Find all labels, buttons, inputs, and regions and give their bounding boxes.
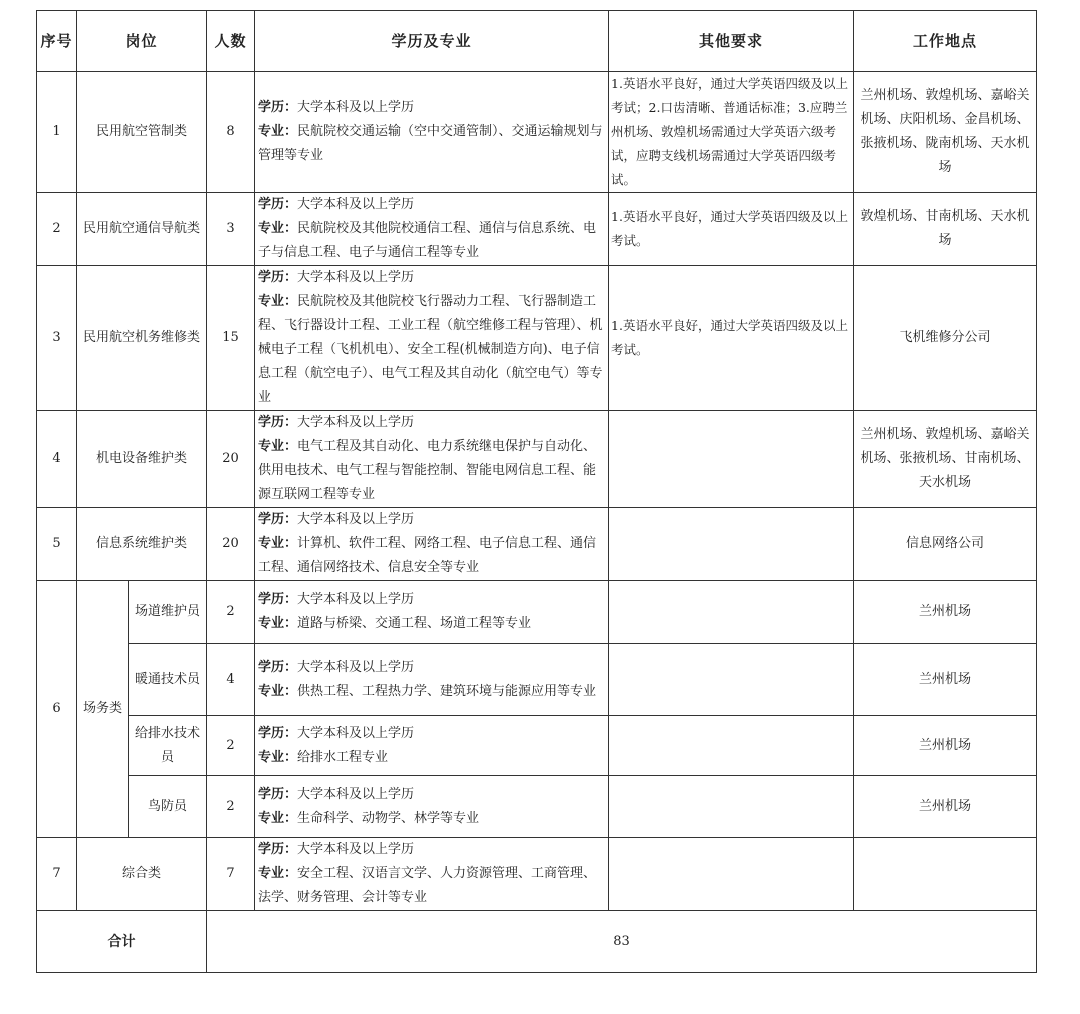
row-edu — [255, 716, 609, 776]
row-location: 飞机维修分公司 — [854, 266, 1037, 411]
major-value: 供热工程、工程热力学、建筑环境与能源应用等专业 — [297, 683, 597, 699]
table-row — [37, 838, 1037, 911]
table-row — [37, 716, 1037, 776]
table-row — [37, 776, 1037, 838]
row-post: 机电设备维护类 — [77, 411, 207, 508]
row-no: 5 — [37, 508, 77, 581]
row-location: 兰州机场 — [854, 581, 1037, 644]
row-edu — [255, 644, 609, 716]
row-location: 兰州机场 — [854, 776, 1037, 838]
major-label: 专业： — [258, 866, 298, 881]
edu-label: 学历： — [258, 100, 298, 115]
edu-value: 大学本科及以上学历 — [297, 512, 415, 527]
major-value: 安全工程、汉语言文学、人力资源管理、工商管理、法学、财务管理、会计等专业 — [258, 866, 597, 905]
row-other: 1.英语水平良好，通过大学英语四级及以上考试。 — [609, 266, 854, 411]
edu-label: 学历： — [258, 592, 298, 607]
row-edu — [255, 838, 609, 911]
edu-value: 大学本科及以上学历 — [297, 415, 415, 430]
row-count: 2 — [207, 581, 255, 644]
edu-value: 大学本科及以上学历 — [297, 100, 415, 115]
edu-label: 学历： — [258, 786, 298, 802]
row-location: 信息网络公司 — [854, 508, 1037, 581]
major-value: 民航院校及其他院校飞行器动力工程、飞行器制造工程、飞行器设计工程、工业工程（航空维修工程与管理）、机械电子工程（飞机机电）、安全工程(机械制造方向)、电子信息工程（航空电子）、电气工程及其自动化（航空电气）等专业 — [258, 294, 603, 405]
major-value: 生命科学、动物学、林学等专业 — [297, 810, 480, 826]
edu-label: 学历： — [258, 659, 298, 675]
edu-value: 大学本科及以上学历 — [297, 270, 415, 285]
row-no: 1 — [37, 72, 77, 193]
row-other — [609, 644, 854, 716]
table-row — [37, 72, 1037, 193]
major-label: 专业： — [258, 124, 298, 139]
edu-value: 大学本科及以上学历 — [297, 842, 415, 857]
row-other — [609, 508, 854, 581]
row-post: 综合类 — [77, 838, 207, 911]
edu-label: 学历： — [258, 842, 298, 857]
edu-label: 学历： — [258, 415, 298, 430]
header-location: 工作地点 — [854, 11, 1037, 72]
table-row — [37, 581, 1037, 644]
major-label: 专业： — [258, 616, 298, 631]
major-label: 专业： — [258, 294, 298, 309]
edu-value: 大学本科及以上学历 — [297, 592, 415, 607]
major-value: 民航院校及其他院校通信工程、通信与信息系统、电子与信息工程、电子与通信工程等专业 — [258, 221, 597, 260]
edu-label: 学历： — [258, 197, 298, 212]
row-count: 8 — [207, 72, 255, 193]
major-value: 道路与桥梁、交通工程、场道工程等专业 — [297, 616, 532, 631]
edu-label: 学历： — [258, 725, 298, 741]
table-row — [37, 411, 1037, 508]
table-row — [37, 266, 1037, 411]
row-count: 20 — [207, 508, 255, 581]
row-edu — [255, 266, 609, 411]
row-count: 15 — [207, 266, 255, 411]
row-location: 兰州机场 — [854, 644, 1037, 716]
row-edu — [255, 411, 609, 508]
row-edu — [255, 508, 609, 581]
major-value: 民航院校交通运输（空中交通管制）、交通运输规划与管理等专业 — [258, 124, 603, 163]
major-value: 给排水工程专业 — [297, 749, 389, 765]
table-row — [37, 193, 1037, 266]
row-count: 2 — [207, 716, 255, 776]
row-no: 6 — [37, 581, 77, 838]
row-edu — [255, 581, 609, 644]
header-no: 序号 — [37, 11, 77, 72]
row-other — [609, 776, 854, 838]
sub-post: 给排水技术员 — [129, 716, 207, 776]
row-other — [609, 716, 854, 776]
row-no: 3 — [37, 266, 77, 411]
total-label: 合计 — [37, 911, 207, 973]
edu-label: 学历： — [258, 270, 298, 285]
major-label: 专业： — [258, 439, 298, 454]
row-location: 兰州机场、敦煌机场、嘉峪关机场、张掖机场、甘南机场、天水机场 — [854, 411, 1037, 508]
recruitment-table — [36, 10, 1037, 973]
header-other: 其他要求 — [609, 11, 854, 72]
table-row — [37, 508, 1037, 581]
sub-post: 暖通技术员 — [129, 644, 207, 716]
row-no: 2 — [37, 193, 77, 266]
row-other: 1.英语水平良好，通过大学英语四级及以上考试；2.口齿清晰、普通话标准；3.应聘兰州机场、敦煌机场需通过大学英语六级考试，应聘支线机场需通过大学英语四级考试。 — [609, 72, 854, 193]
row-other — [609, 838, 854, 911]
row-edu — [255, 72, 609, 193]
row-post: 民用航空管制类 — [77, 72, 207, 193]
row-edu — [255, 193, 609, 266]
edu-value: 大学本科及以上学历 — [297, 197, 415, 212]
row-count: 2 — [207, 776, 255, 838]
header-row — [37, 11, 1037, 72]
header-count: 人数 — [207, 11, 255, 72]
row-post: 信息系统维护类 — [77, 508, 207, 581]
sub-post: 鸟防员 — [129, 776, 207, 838]
edu-label: 学历： — [258, 512, 298, 527]
edu-value: 大学本科及以上学历 — [297, 786, 415, 802]
row-location: 兰州机场 — [854, 716, 1037, 776]
major-value: 计算机、软件工程、网络工程、电子信息工程、通信工程、通信网络技术、信息安全等专业 — [258, 536, 597, 575]
row-count: 4 — [207, 644, 255, 716]
major-label: 专业： — [258, 749, 298, 765]
header-edu: 学历及专业 — [255, 11, 609, 72]
row-location: 兰州机场、敦煌机场、嘉峪关机场、庆阳机场、金昌机场、张掖机场、陇南机场、天水机场 — [854, 72, 1037, 193]
group-category: 场务类 — [77, 581, 129, 838]
row-count: 3 — [207, 193, 255, 266]
total-value: 83 — [207, 911, 1037, 973]
row-post: 民用航空机务维修类 — [77, 266, 207, 411]
row-post: 民用航空通信导航类 — [77, 193, 207, 266]
edu-value: 大学本科及以上学历 — [297, 725, 415, 741]
row-location — [854, 838, 1037, 911]
row-other — [609, 581, 854, 644]
row-other — [609, 411, 854, 508]
row-edu — [255, 776, 609, 838]
row-no: 4 — [37, 411, 77, 508]
edu-value: 大学本科及以上学历 — [297, 659, 415, 675]
major-value: 电气工程及其自动化、电力系统继电保护与自动化、供用电技术、电气工程与智能控制、智能电网信息工程、能源互联网工程等专业 — [258, 439, 597, 502]
row-count: 7 — [207, 838, 255, 911]
major-label: 专业： — [258, 683, 298, 699]
row-other: 1.英语水平良好，通过大学英语四级及以上考试。 — [609, 193, 854, 266]
table-row — [37, 644, 1037, 716]
total-row — [37, 911, 1037, 973]
major-label: 专业： — [258, 810, 298, 826]
row-location: 敦煌机场、甘南机场、天水机场 — [854, 193, 1037, 266]
header-post: 岗位 — [77, 11, 207, 72]
major-label: 专业： — [258, 536, 298, 551]
row-no: 7 — [37, 838, 77, 911]
sub-post: 场道维护员 — [129, 581, 207, 644]
row-count: 20 — [207, 411, 255, 508]
major-label: 专业： — [258, 221, 298, 236]
